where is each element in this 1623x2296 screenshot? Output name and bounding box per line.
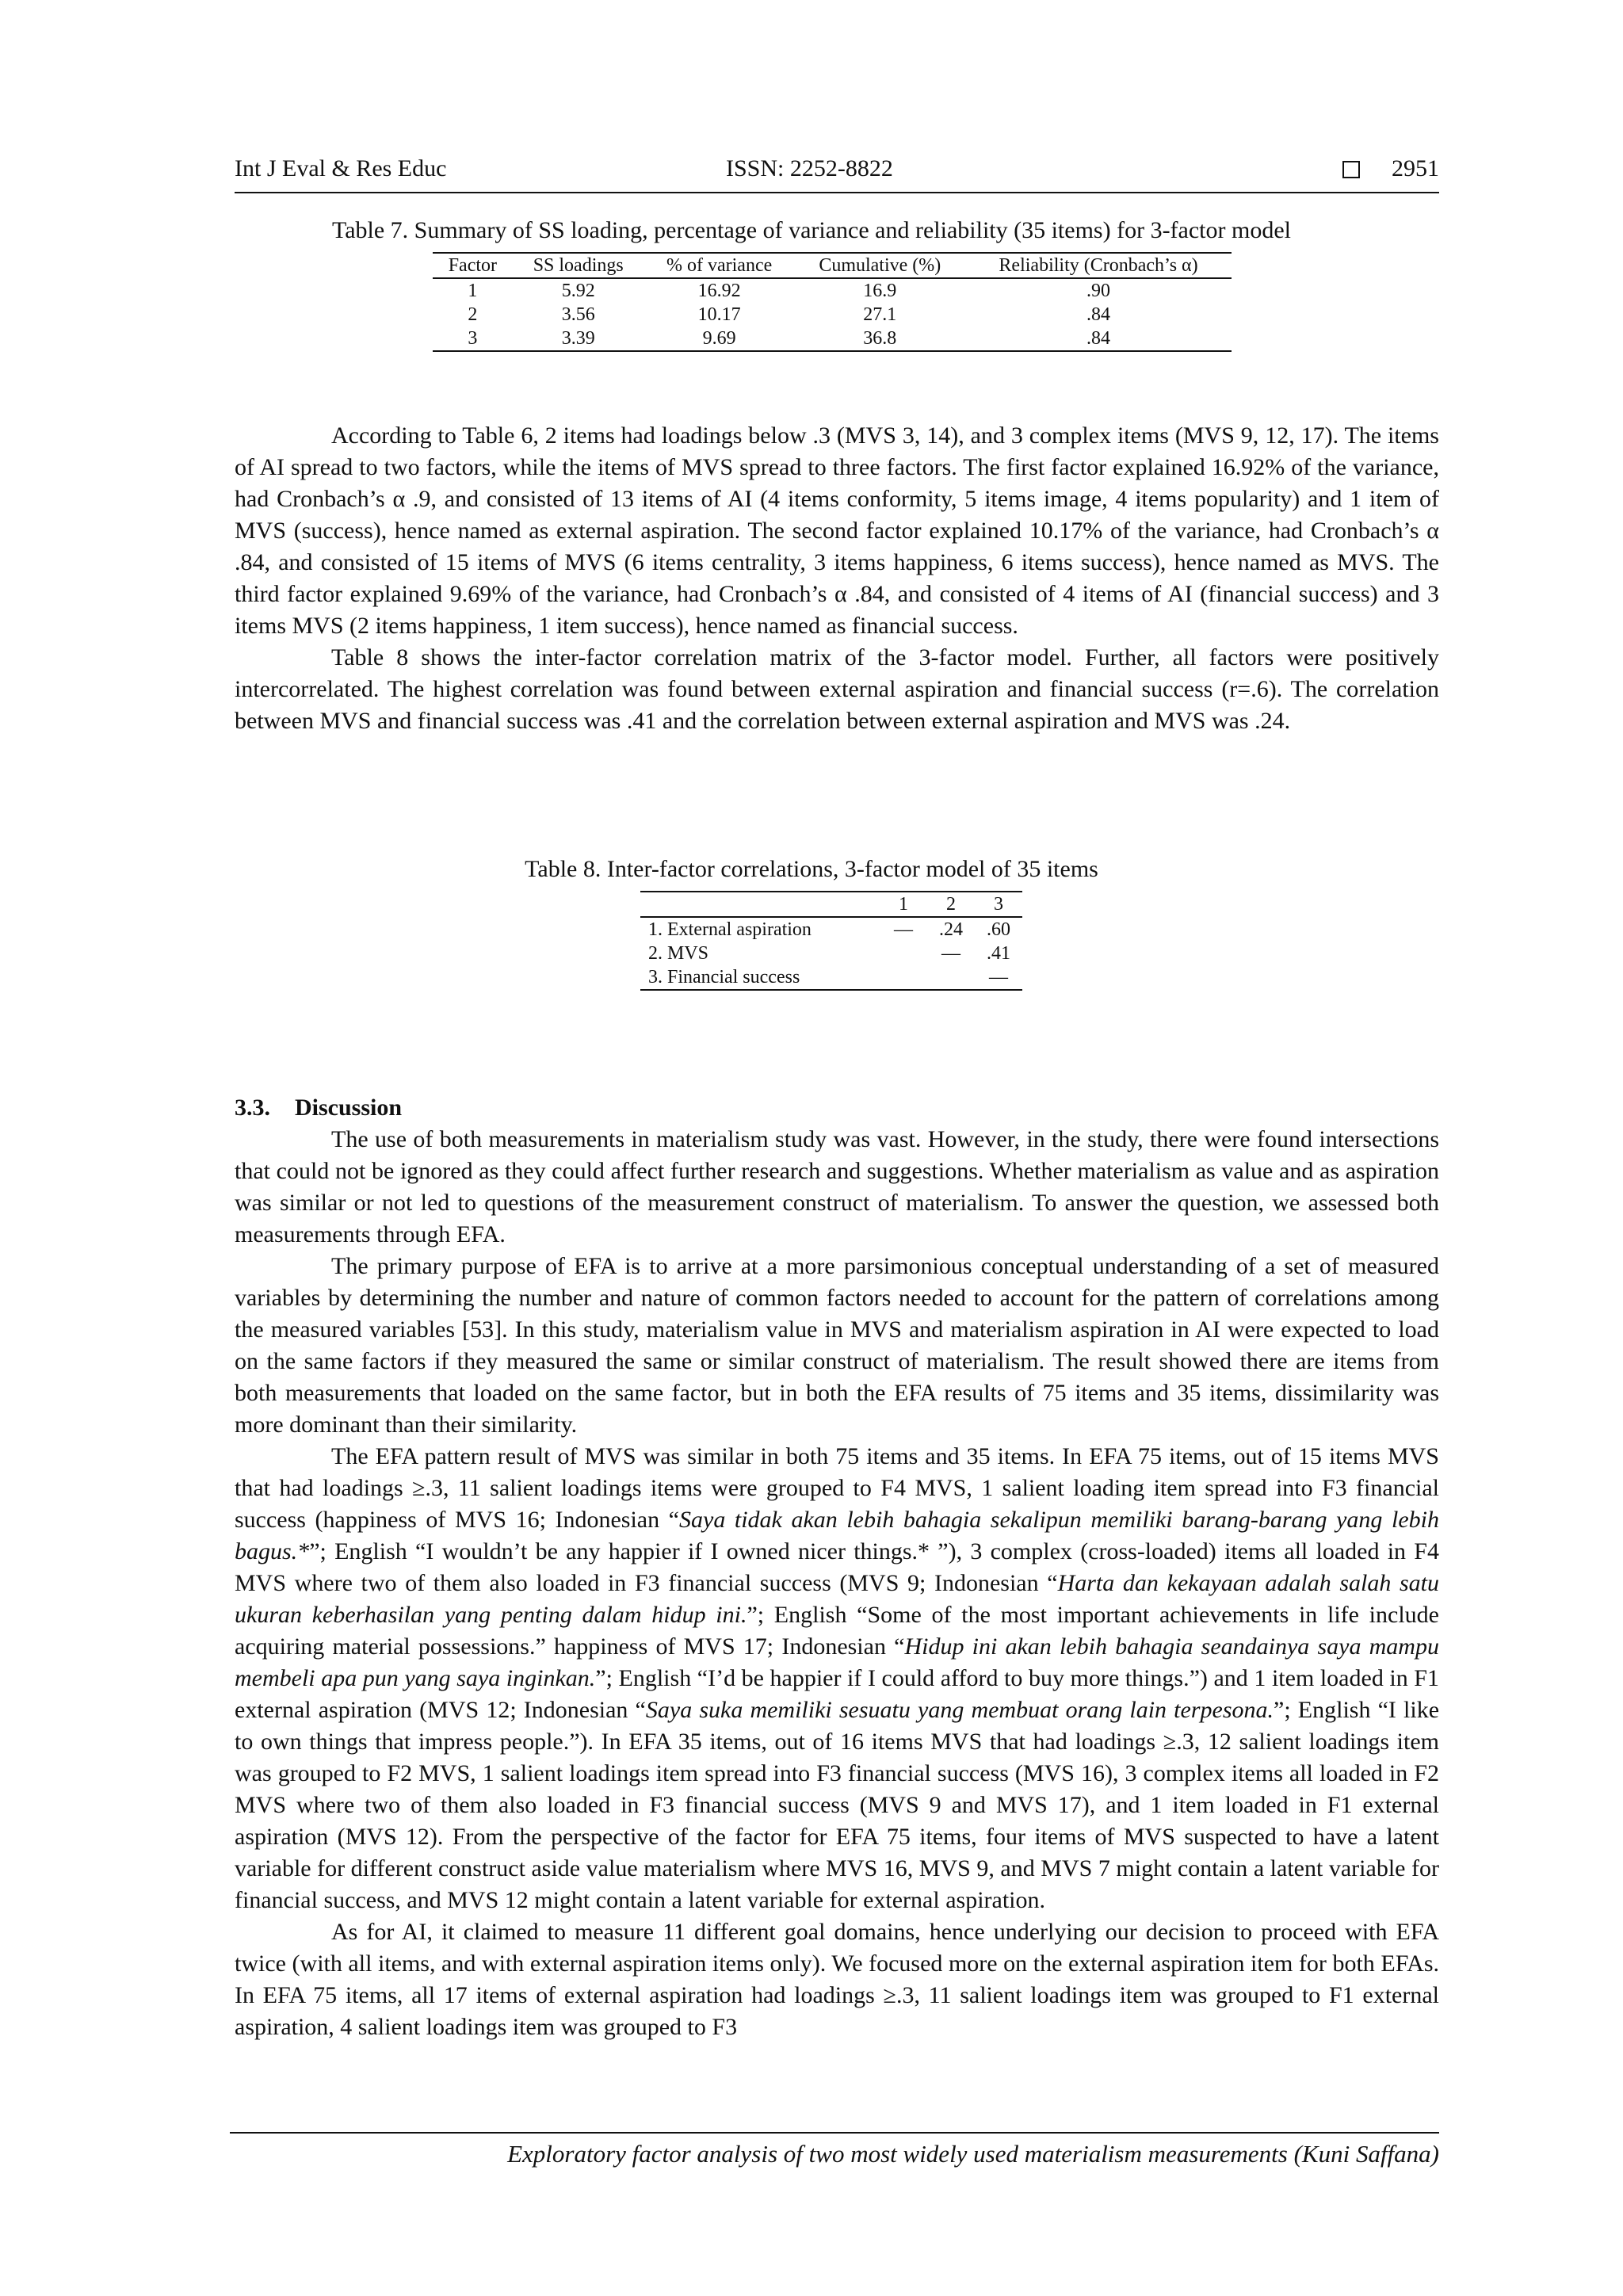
table-cell: 1 [468,281,478,301]
table7-col-header: Reliability (Cronbach’s α) [999,255,1198,276]
table-cell: .84 [1086,328,1111,349]
running-header [235,155,1439,193]
table-cell: .84 [1086,304,1111,325]
table7-caption: Table 7. Summary of SS loading, percentage of variance and reliability (35 items) for 3-factor model [331,217,1291,243]
paragraph: According to Table 6, 2 items had loadings below .3 (MVS 3, 14), and 3 complex items (MVS 9, 12, 17). The items of AI spread to two factors, while the items of MVS spread to three factors. The first factor explained 16.92% of the variance, had Cronbach’s α .9, and consisted of 13 items of AI (4 items conformity, 5 items image, 4 items popularity) and 1 item of MVS (success), hence named as external aspiration. The second factor explained 10.17% of the variance, had Cronbach’s α .84, and consisted of 15 items of MVS (6 items centrality, 3 items happiness, 6 items success), hence named as MVS. The third factor explained 9.69% of the variance, had Cronbach’s α .84, and consisted of 4 items of AI (financial success) and 3 items MVS (2 items happiness, 1 item success), hence named as financial success. [235,422,1439,639]
table8-col-header [640,892,880,917]
table-cell [880,965,927,990]
table-row [640,965,1022,990]
table8-caption: Table 8. Inter-factor correlations, 3-factor model of 35 items [525,856,1098,882]
table-cell: .41 [987,943,1010,964]
indonesian-quote: Saya tidak akan lebih bahagia sekalipun memiliki barang-barang yang lebih bagus.* [235,1507,1439,1564]
body-text-upper [235,420,1439,737]
body-text-lower [235,1092,1439,2043]
table8-header-row [640,892,1022,917]
table-cell: .90 [1086,281,1111,301]
text-run: ”; English “Some of the most important achievements in life include acquiring material possessions.” happiness of MVS 17; Indonesian “ [235,1602,1439,1660]
paragraph: As for AI, it claimed to measure 11 different goal domains, hence underlying our decision to proceed with EFA twice (with all items, and with external aspiration items only). We focused more on the external aspiration item for both EFAs. In EFA 75 items, all 17 items of external aspiration had loadings ≥.3, 11 salient loadings item was grouped to F1 external aspiration, 4 salient loadings item was grouped to F3 [235,1919,1439,2040]
table-cell: 16.92 [697,281,741,301]
table8-col-header: 1 [899,894,908,915]
table-cell [927,965,975,990]
table8-col-header: 3 [994,894,1003,915]
paragraph: The primary purpose of EFA is to arrive at a more parsimonious conceptual understanding of a set of measured variables by determining the number and nature of common factors needed to account for the pattern of correlations among the measured variables [53]. In this study, materialism value in MVS and materialism aspiration in AI were expected to load on the same factors if they measured the same or similar construct of materialism. The result showed there are items from both measurements that loaded on the same factor, but in both the EFA results of 75 items and 35 items, dissimilarity was more dominant than their similarity. [235,1253,1439,1438]
table-cell: — [894,919,913,940]
table-cell: 2 [468,304,478,325]
table-cell: 36.8 [863,328,897,349]
footer-text: Exploratory factor analysis of two most widely used materialism measurements (Kuni Saffana) [507,2140,1439,2168]
journal-name: Int J Eval & Res Educ [235,155,447,181]
table-row [433,303,1232,327]
table7 [433,252,1232,352]
indonesian-quote: Hidup ini akan lebih bahagia seandainya saya mampu membeli apa pun yang saya inginkan. [235,1633,1439,1691]
section-number: 3.3. [235,1095,270,1121]
table-row [640,942,1022,965]
table-cell: .24 [939,919,963,940]
table-cell: 10.17 [697,304,741,325]
table8 [640,891,1022,991]
text-run: ”; English “I’d be happier if I could afford to buy more things.”) and 1 item loaded in F1 external aspiration (MVS 12; Indonesian “ [235,1665,1439,1723]
table7-header-row [433,253,1232,278]
table-cell: 3.56 [561,304,595,325]
issn: ISSN: 2252-8822 [726,155,893,181]
table-cell: 2. MVS [648,943,709,964]
square-box-icon [1342,161,1360,178]
table-cell: 5.92 [561,281,595,301]
table-cell [880,942,927,965]
table7-col-header: % of variance [666,255,773,276]
table-row [433,278,1232,303]
running-footer [230,2132,1439,2168]
section-title: Discussion [295,1095,403,1121]
table-row [433,327,1232,351]
table-cell: 3.39 [561,328,595,349]
table-cell: 1. External aspiration [648,919,812,940]
table-cell: — [941,943,960,964]
section-heading [235,1092,1439,1124]
paragraph: The use of both measurements in materialism study was vast. However, in the study, there were found intersections that could not be ignored as they could affect further research and suggestions. Whether materialism as value and as aspiration was similar or not led to questions of the measurement construct of materialism. To answer the question, we assessed both measurements through EFA. [235,1126,1439,1247]
table7-col-header: SS loadings [533,255,624,276]
paragraph [235,1441,1439,1916]
text-run: ”; English “I like to own things that impress people.”). In EFA 35 items, out of 16 items MVS that had loadings ≥.3, 12 salient loadings item was grouped to F2 MVS, 1 salient loadings item spread into F3 financial success (MVS 16), 3 complex items all loaded in F2 MVS where two of them also loaded in F3 financial success (MVS 9 and MVS 17), and 1 item loaded in F1 external aspiration (MVS 12). From the perspective of the factor for EFA 75 items, four items of MVS suspected to have a latent variable for different construct aside value materialism where MVS 16, MVS 9, and MVS 7 might contain a latent variable for financial success, and MVS 12 might contain a latent variable for external aspiration. [235,1697,1440,1913]
table7-col-header: Factor [448,255,497,276]
table-cell: 9.69 [702,328,736,349]
table-cell: 27.1 [863,304,897,325]
table-cell: .60 [987,919,1010,940]
page-number: 2951 [1392,155,1439,181]
page-number-group [1342,155,1439,182]
table7-col-header: Cumulative (%) [819,255,941,276]
table-cell: 16.9 [863,281,897,301]
text-run: ”; English “I wouldn’t be any happier if I owned nicer things.* ”), 3 complex (cross-loaded) items all loaded in F4 MVS where two of them also loaded in F3 financial success (MVS 9; Indonesian “ [235,1538,1439,1596]
indonesian-quote: Harta dan kekayaan adalah salah satu ukuran keberhasilan yang penting dalam hidup ini. [235,1570,1439,1628]
text-run: The EFA pattern result of MVS was similar in both 75 items and 35 items. In EFA 75 items, out of 15 items MVS that had loadings ≥.3, 11 salient loadings items were grouped to F4 MVS, 1 salient loading item spread into F3 financial success (happiness of MVS 16; Indonesian “ [235,1443,1439,1533]
table-cell: — [989,967,1008,988]
paragraph: Table 8 shows the inter-factor correlation matrix of the 3-factor model. Further, all factors were positively intercorrelated. The highest correlation was found between external aspiration and financial success (r=.6). The correlation between MVS and financial success was .41 and the correlation between external aspiration and MVS was .24. [235,644,1439,734]
table8-col-header: 2 [946,894,956,915]
table-cell: 3. Financial success [648,967,800,988]
table-row [640,917,1022,942]
table-cell: 3 [468,328,478,349]
indonesian-quote: Saya suka memiliki sesuatu yang membuat orang lain terpesona. [645,1697,1274,1723]
